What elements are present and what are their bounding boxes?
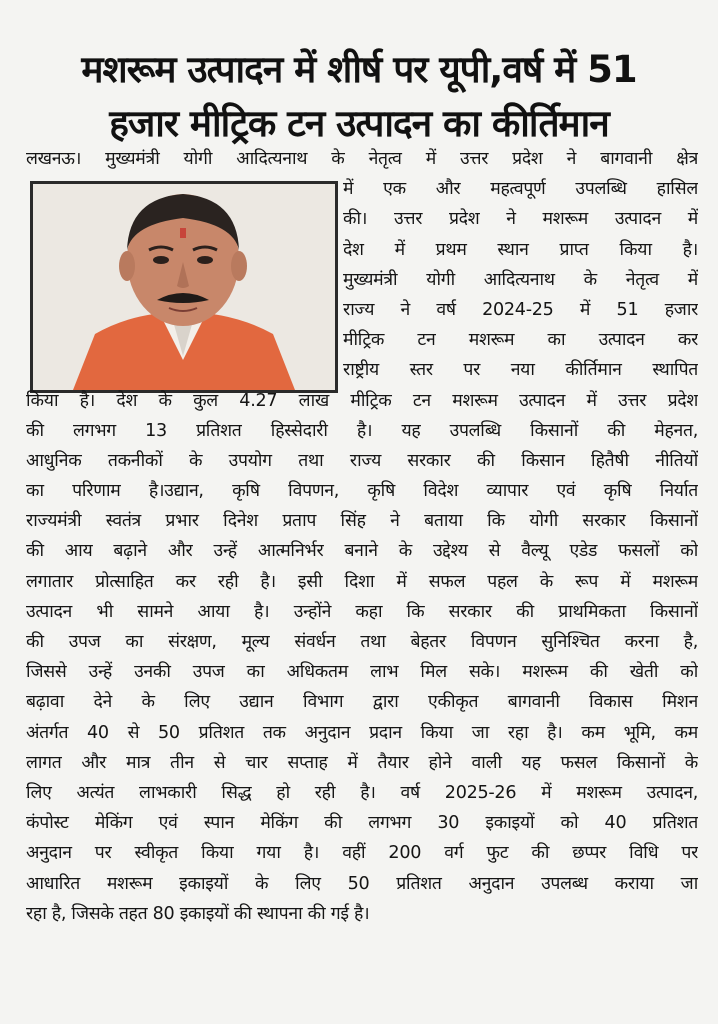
headline (0, 43, 718, 151)
article-line: का परिणाम है।उद्यान, कृषि विपणन, कृषि विदेश व्यापार एवं कृषि निर्यात (26, 481, 698, 502)
article-line: लागत और मात्र तीन से चार सप्ताह में तैयार होने वाली यह फसल किसानों के (26, 752, 698, 773)
article-line: लगातार प्रोत्साहित कर रही है। इसी दिशा में सफल पहल के रूप में मशरूम (26, 571, 698, 592)
article-line: की आय बढ़ाने और उन्हें आत्मनिर्भर बनाने के उद्देश्य से वैल्यू एडेड फसलों को (26, 541, 698, 562)
article-line: राष्ट्रीय स्तर पर नया कीर्तिमान स्थापित (343, 360, 698, 381)
article-line: की लगभग 13 प्रतिशत हिस्सेदारी है। यह उपलब्धि किसानों की मेहनत, (26, 420, 698, 441)
article-line: राज्य ने वर्ष 2024-25 में 51 हजार (343, 299, 698, 320)
article-line: राज्यमंत्री स्वतंत्र प्रभार दिनेश प्रताप सिंह ने बताया कि योगी सरकार किसानों (26, 511, 698, 532)
article-line: मुख्यमंत्री योगी आदित्यनाथ के नेतृत्व में (343, 269, 698, 290)
article-line: की उपज का संरक्षण, मूल्य संवर्धन तथा बेहतर विपणन सुनिश्चित करना है, (26, 632, 698, 652)
article-line: जिससे उन्हें उनकी उपज का अधिकतम लाभ मिल सके। मशरूम की खेती को (26, 662, 698, 683)
article-line: आधारित मशरूम इकाइयों के लिए 50 प्रतिशत अनुदान उपलब्ध कराया जा (26, 873, 698, 894)
article-line: लखनऊ। मुख्यमंत्री योगी आदित्यनाथ के नेतृत्व में उत्तर प्रदेश ने बागवानी क्षेत्र (26, 149, 698, 169)
article-line: देश में प्रथम स्थान प्राप्त किया है। (343, 239, 698, 260)
article-line: रहा है, जिसके तहत 80 इकाइयों की स्थापना की गई है। (26, 903, 370, 924)
headline-line-1: मशरूम उत्पादन में शीर्ष पर यूपी,वर्ष में 51 (81, 47, 637, 91)
article-line: में एक और महत्वपूर्ण उपलब्धि हासिल (343, 179, 698, 200)
article-line: अंतर्गत 40 से 50 प्रतिशत तक अनुदान प्रदान किया जा रहा है। कम भूमि, कम (26, 722, 698, 743)
article-line: उत्पादन भी सामने आया है। उन्होंने कहा कि सरकार की प्राथमिकता किसानों (26, 601, 698, 622)
headline-line-2: हजार मीट्रिक टन उत्पादन का कीर्तिमान (109, 101, 609, 145)
article-line: कंपोस्ट मेकिंग एवं स्पान मेकिंग की लगभग 30 इकाइयों को 40 प्रतिशत (26, 813, 698, 834)
article-line: की। उत्तर प्रदेश ने मशरूम उत्पादन में (343, 209, 698, 230)
article-body (26, 144, 698, 929)
article-line: अनुदान पर स्वीकृत किया गया है। वहीं 200 वर्ग फुट की छप्पर विधि पर (26, 843, 698, 864)
article-line: मीट्रिक टन मशरूम का उत्पादन कर (343, 330, 698, 351)
article-line: बढ़ावा देने के लिए उद्यान विभाग द्वारा एकीकृत बागवानी विकास मिशन (26, 692, 698, 713)
article-line: किया है। देश के कुल 4.27 लाख मीट्रिक टन मशरूम उत्पादन में उत्तर प्रदेश (26, 390, 698, 411)
article-line: आधुनिक तकनीकों के उपयोग तथा राज्य सरकार की किसान हितैषी नीतियों (26, 450, 698, 471)
article-line: लिए अत्यंत लाभकारी सिद्ध हो रही है। वर्ष 2025-26 में मशरूम उत्पादन, (26, 782, 698, 803)
